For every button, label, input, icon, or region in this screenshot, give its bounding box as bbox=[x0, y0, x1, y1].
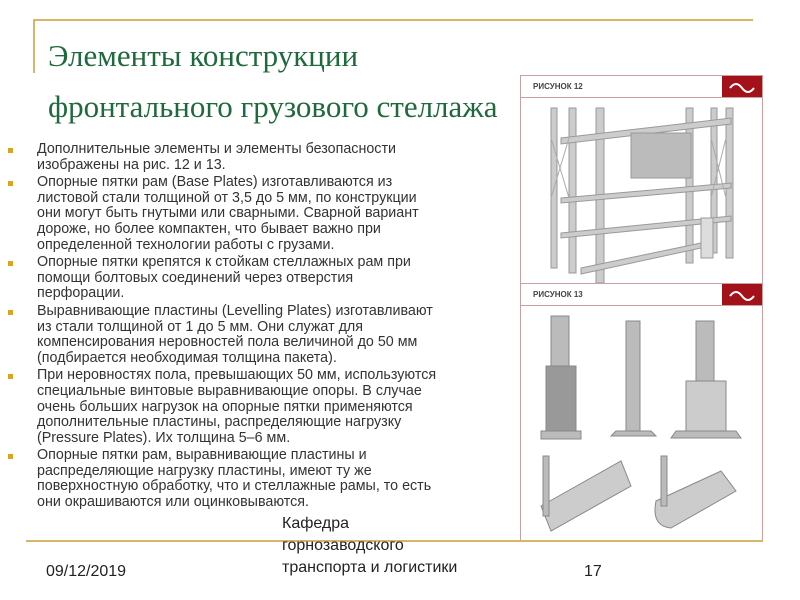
footer-date: 09/12/2019 bbox=[46, 563, 127, 580]
bullet-icon bbox=[8, 310, 13, 315]
bullet-icon bbox=[8, 181, 13, 186]
bullet-list bbox=[8, 142, 508, 513]
bullet-item bbox=[8, 142, 508, 173]
figure-caption: РИСУНОК 12 bbox=[533, 82, 583, 91]
page-number: 17 bbox=[584, 563, 602, 580]
bullet-item bbox=[8, 255, 508, 302]
figure-13 bbox=[520, 283, 763, 541]
bullet-item bbox=[8, 368, 508, 446]
title-border-top bbox=[33, 19, 753, 21]
figure-caption: РИСУНОК 13 bbox=[533, 290, 583, 299]
bullet-icon bbox=[8, 261, 13, 266]
bullet-text: Опорные пятки крепятся к стойкам стеллажных рам при помощи болтовых соединений через отверстия перфорации. bbox=[37, 254, 411, 302]
bullet-icon bbox=[8, 454, 13, 459]
bullet-item bbox=[8, 448, 508, 510]
bullet-text: Опорные пятки рам (Base Plates) изготавливаются из листовой стали толщиной от 3,5 до 5 мм, по конструкции они могут быть гнутыми или сварными. Сварной вариант дороже, но более компактен, что бывает важно при определенной технологии работы с грузами. bbox=[37, 174, 419, 253]
footer-organization: Кафедра горнозаводского транспорта и логистики bbox=[282, 515, 458, 576]
bullet-icon bbox=[8, 374, 13, 379]
bullet-item bbox=[8, 175, 508, 253]
bullet-text: При неровностях пола, превышающих 50 мм, используются специальные винтовые выравнивающие опоры. В случае очень больших нагрузок на опорные пятки применяются дополнительные пластины, распределяющие нагрузку (Pressure Plates). Их толщина 5–6 мм. bbox=[37, 367, 437, 446]
bullet-text: Опорные пятки рам, выравнивающие пластины и распределяющие нагрузку пластины, имеют ту же поверхностную обработку, что и стеллажные рамы, то есть они окрашиваются или оцинковываются. bbox=[37, 447, 432, 511]
bullet-text: Дополнительные элементы и элементы безопасности изображены на рис. 12 и 13. bbox=[37, 141, 396, 173]
bullet-text: Выравнивающие пластины (Levelling Plates) изготавливают из стали толщиной от 1 до 5 мм. Они служат для компенсирования неровностей пола величиной до 50 мм (подбирается необходимая толщина пакета). bbox=[37, 302, 433, 366]
bullet-icon bbox=[8, 148, 13, 153]
figure-12 bbox=[520, 75, 763, 285]
brand-logo-icon bbox=[722, 76, 762, 97]
rack-illustration bbox=[521, 98, 762, 284]
bullet-item bbox=[8, 304, 508, 366]
base-plates-illustration bbox=[521, 306, 762, 540]
slide-title: Элементы конструкции фронтального грузового стеллажа bbox=[48, 38, 498, 124]
title-border-left bbox=[33, 19, 35, 73]
brand-logo-icon bbox=[722, 284, 762, 305]
